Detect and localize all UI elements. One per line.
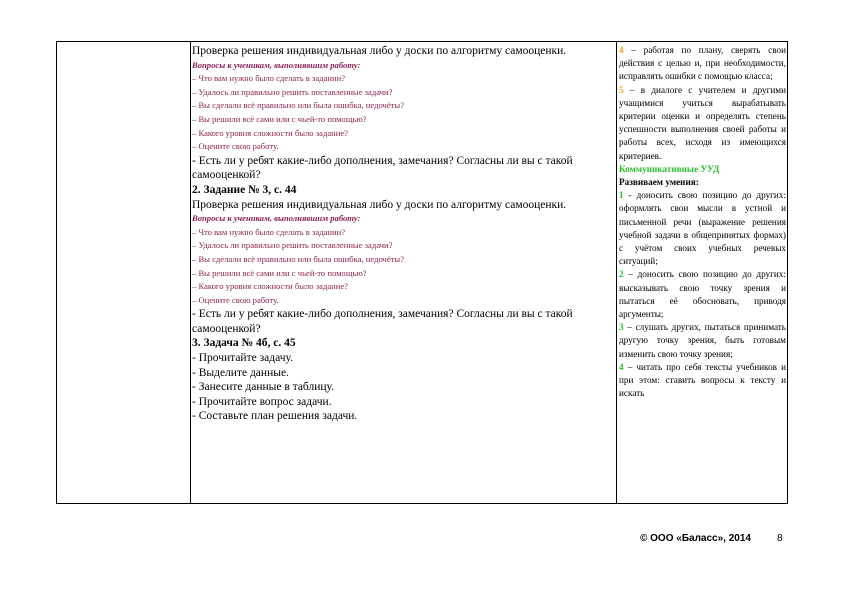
copyright-footer: © ООО «Баласс», 2014 <box>640 533 751 544</box>
column-divider-2 <box>616 42 617 503</box>
questions-header-2: Вопросы к ученикам, выполнявшим работу: <box>192 213 361 224</box>
communicative-section-title: Коммуникативные УУД <box>619 163 720 174</box>
communicative-item-2: 2 – доносить свою позицию до других: высказывать свою точку зрения и пытаться её обосновать, приводя аргументы; <box>619 269 786 320</box>
question-1-6: – Оцените свою работу. <box>192 141 279 152</box>
task-3-step-5: - Составьте план решения задачи. <box>192 410 358 423</box>
communicative-item-4: 4 – читать про себя тексты учебников и при этом: ставить вопросы к тексту и искать <box>619 361 786 399</box>
lesson-table <box>56 41 788 504</box>
question-2-5: – Какого уровня сложности было задание? <box>192 281 348 292</box>
check-instruction-1: Проверка решения индивидуальная либо у доски по алгоритму самооценки. <box>192 45 567 57</box>
question-2-2: – Удалось ли правильно решить поставленные задачи? <box>192 240 393 251</box>
task-3-step-4: - Прочитайте вопрос задачи. <box>192 395 332 408</box>
check-instruction-2: Проверка решения индивидуальная либо у доски по алгоритму самооценки. <box>192 198 567 211</box>
column-divider-1 <box>190 42 191 503</box>
followup-2: - Есть ли у ребят какие-либо дополнения, замечания? Согласны ли вы с такой самооценкой? <box>192 308 573 335</box>
communicative-item-1: 1 - доносить свою позицию до других: оформлять свои мысли в устной и письменной речи (выражение решения учебной задачи в общепринятых формах) с учётом своих учебных речевых ситуаций; <box>619 190 786 267</box>
task-2-title: 2. Задание № 3, с. 44 <box>192 183 297 196</box>
develop-skills-label: Развиваем умения: <box>619 177 699 188</box>
task-3-step-1: - Прочитайте задачу. <box>192 352 293 365</box>
questions-header-1: Вопросы к ученикам, выполнявшим работу: <box>192 59 361 70</box>
question-2-6: – Оцените свою работу. <box>192 294 279 305</box>
question-1-4: – Вы решили всё сами или с чьей-то помощью? <box>192 113 367 124</box>
question-2-3: – Вы сделали всё правильно или была ошибка, недочёты? <box>192 253 405 264</box>
followup-1: - Есть ли у ребят какие-либо дополнения, замечания? Согласны ли вы с такой самооценкой? <box>192 154 573 182</box>
task-3-step-2: - Выделите данные. <box>192 366 289 379</box>
communicative-item-3: 3 – слушать других, пытаться принимать другую точку зрения, быть готовым изменить свою точку зрения; <box>619 322 786 359</box>
question-2-1: – Что вам нужно было сделать в задании? <box>192 226 346 237</box>
question-2-4: – Вы решили всё сами или с чьей-то помощью? <box>192 267 367 278</box>
task-3-step-3: - Занесите данные в таблицу. <box>192 381 335 394</box>
skills-column <box>619 44 786 400</box>
regulatory-item-4: 4 – работая по плану, сверять свои действия с целью и, при необходимости, исправлять ошибки с помощью класса; <box>619 45 786 82</box>
question-1-2: – Удалось ли правильно решить поставленные задачи? <box>192 86 393 97</box>
page-number: 8 <box>777 533 783 544</box>
regulatory-item-5: 5 – в диалоге с учителем и другими учащимися учиться вырабатывать критерии оценки и определять степень успешности выполнения своей работы и работы всех, исходя из имеющихся критериев. <box>619 84 786 161</box>
task-3-title: 3. Задача № 4б, с. 45 <box>192 337 296 350</box>
question-1-1: – Что вам нужно было сделать в задании? <box>192 73 346 84</box>
question-1-3: – Вы сделали всё правильно или была ошибка, недочёты? <box>192 100 405 111</box>
question-1-5: – Какого уровня сложности было задание? <box>192 127 348 138</box>
lesson-content-column <box>192 44 612 424</box>
